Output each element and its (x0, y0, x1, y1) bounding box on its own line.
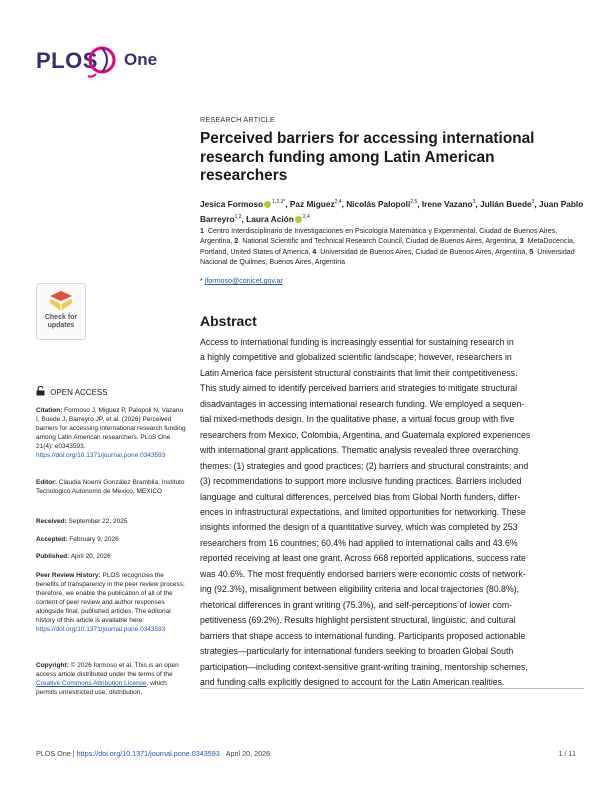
abstract-line: participation—including context-sensitive grant-writing training, mentorship schemes, (200, 661, 528, 672)
abstract-line: themes: (1) strategies and good practices; (2) barriers and structural constraints; and (200, 460, 529, 471)
page-number: 1 / 11 (558, 749, 576, 758)
check-for-updates-badge[interactable] (36, 283, 86, 340)
check-for-updates-label: Check for updates (44, 314, 78, 329)
license-link[interactable]: Creative Commons Attribution License (36, 680, 147, 687)
affiliation: National Scientific and Technical Research Council, Ciudad de Buenos Aires, Argentina, (242, 237, 518, 246)
abstract-line: Latin America face persistent structural constraints that limit their competitiveness. (200, 367, 518, 378)
corresponding-mark: * (283, 199, 286, 205)
abstract-lines (200, 335, 584, 690)
editor-block: Editor: Claudia Noemi González Brambila, Instituto Tecnologico Autonomo de Mexico, MEXICO (36, 479, 185, 495)
orcid-icon[interactable] (295, 216, 302, 223)
abstract-line: insights informed the design of a quantitative survey, which was completed by 253 (200, 522, 518, 533)
article-title: Perceived barriers for accessing international research funding among Latin American researchers (200, 130, 535, 184)
orcid-icon[interactable] (264, 201, 271, 208)
affiliation: Centro Interdisciplinario de Investigaciones en Psicología Matemática y Experimental, Ciudad de Buenos Aires, Argentina, (200, 227, 558, 246)
footnote-rule (200, 688, 584, 689)
abstract-line: tial mixed-methods design. In the qualitative phase, a virtual focus group with five (200, 414, 515, 425)
author: Laura Ación (246, 214, 294, 224)
author: Jesica Formoso (200, 199, 264, 209)
plos-swirl-icon (82, 40, 122, 80)
author: Irene Vazano (421, 199, 473, 209)
abstract-line: disadvantages in accessing international research funding. We employed a sequen- (200, 398, 525, 409)
crossmark-icon (48, 290, 74, 312)
abstract-line: with international grant applications. Thematic analysis revealed three overarching (200, 445, 518, 456)
author-affil-sup: 3 (531, 199, 535, 205)
corresponding-email: * jformoso@conicet.gov.ar (200, 277, 283, 285)
author-affil-sup: 2,4 (302, 214, 310, 220)
author-affil-sup: 2,5 (410, 199, 418, 205)
author: Paz Miguez (289, 199, 335, 209)
peer-review-link[interactable]: https://doi.org/10.1371/journal.pone.0343593 (36, 626, 166, 633)
page-footer (36, 749, 576, 758)
abstract-line: rhetorical differences in grant writing (75.3%), and self-perceptions of lower com- (200, 599, 513, 610)
abstract-line: researchers from 16 countries; 60.4% had applied to international calls and 43.6% (200, 537, 518, 548)
footer-date: April 20, 2026 (225, 749, 271, 758)
abstract-line: researchers from Mexico, Colombia, Argentina, and Guatemala explored experiences (200, 429, 531, 440)
author-affil-sup: 3 (472, 199, 476, 205)
affiliations: 1 Centro Interdisciplinario de Investigaciones en Psicología Matemática y Experimental, Ciudad de Buenos Aires, Argentina, 2 National Scientific and Technical Research Council, Ciudad de Buenos Aires, Argentina, 3 MetaDocencia, Portland, United States of America, 4 Universidad de Buenos Aires, Ciudad de Buenos Aires, Argentina, 5 Universidad Nacional de Quilmes, Buenos Aires, Argentina (200, 227, 575, 266)
accepted-date: Accepted: February 9, 2026 (36, 536, 119, 543)
author: Juan Pablo Barreyro (200, 199, 584, 224)
abstract-body (200, 335, 584, 690)
email-link[interactable]: jformoso@conicet.gov.ar (204, 277, 283, 285)
abstract-line: reported receiving at least one grant. Across 668 reported applications, success rate (200, 553, 526, 564)
received-date: Received: September 22, 2025 (36, 518, 128, 525)
footer-separator: | (72, 749, 75, 758)
abstract-line: Access to international funding is increasingly essential for sustaining research in (200, 337, 514, 347)
logo-product: One (124, 50, 158, 69)
footer-journal: PLOS One (36, 749, 71, 758)
affiliation: Universidad de Buenos Aires, Ciudad de Buenos Aires, Argentina, (320, 247, 528, 256)
author: Julián Buede (480, 199, 532, 209)
abstract-line: ences in infrastructural expectations, and limited opportunities for networking. These (200, 506, 526, 517)
open-access-label: OPEN ACCESS (36, 386, 108, 397)
abstract-heading: Abstract (200, 313, 257, 329)
abstract-line: strategies—particularly for international funders seeking to broaden Global South (200, 646, 514, 657)
article-type: RESEARCH ARTICLE (200, 115, 275, 124)
published-date: Published: April 20, 2026 (36, 553, 111, 560)
citation-doi-link[interactable]: https://doi.org/10.1371/journal.pone.0343593 (36, 452, 166, 459)
affiliation: Universidad Nacional de Quilmes, Buenos Aires, Argentina (200, 247, 575, 266)
abstract-line: (3) recommendations to support more inclusive funding practices. Barriers included (200, 476, 522, 487)
copyright-block: Copyright: © 2026 formoso et al. This is an open access article distributed under the terms of the Creative Commons Attribution License, which permits unrestricted use, distribution, (36, 662, 179, 696)
abstract-line: This study aimed to identify perceived barriers and strategies to mitigate structural (200, 383, 518, 394)
author-affil-sup: 1,2,3 (272, 199, 284, 205)
affiliation: MetaDocencia, Portland, United States of America, (200, 237, 575, 256)
abstract-line: a highly competitive and globalized scientific landscape; however, researchers in (200, 352, 512, 363)
author-affil-sup: 2,4 (334, 199, 342, 205)
abstract-line: ing (92.3%), misalignment between eligibility criteria and local trajectories (80.8%), (200, 584, 520, 595)
citation-block: Citation: Formoso J, Miguez P, Palopoli N, Vazano I, Buede J, Barreyro JP, et al. (2026) Perceived barriers for accessing international research funding among Latin American researchers. PLoS One 21(4): e0343593. https://doi.org/10.1371/journal.pone.0343593 (36, 407, 186, 459)
plos-one-logo[interactable] (36, 40, 166, 82)
logo-wordmark: PLOS (36, 48, 98, 73)
abstract-line: was 40.6%. The most frequently endorsed barriers were economic costs of network- (200, 568, 526, 579)
author-list: Jesica Formoso $^{1,2,3*}$, Paz Miguez$^{2,4}$, Nicolás Palopoli$^{2,5}$, Irene Vazano$^3$, Julián Buede$^3$, Juan Pablo Barreyro$^{1,2}$, Laura Ación $^{2,4}$ (200, 199, 584, 224)
abstract-line: petitiveness (69.2%). Results highlight persistent structural, linguistic, and cultural (200, 615, 516, 626)
abstract-line: language and cultural differences, perceived bias from Global North funders, differ- (200, 491, 521, 502)
abstract-line: and funding calls explicitly designed to account for the Latin American realities. (200, 676, 505, 687)
author-affil-sup: 1,2 (234, 214, 242, 220)
author: Nicolás Palopoli (346, 199, 411, 209)
open-lock-icon (36, 386, 45, 396)
footer-doi-link[interactable]: https://doi.org/10.1371/journal.pone.0343593 (76, 749, 220, 758)
peer-review-block: Peer Review History: PLOS recognizes the benefits of transparency in the peer review process; therefore, we enable the publication of all of the content of peer review and author responses alongside final, published articles. The editorial history of this article is available here: https://doi.org/10.1371/journal.pone.0343593 (36, 572, 185, 633)
abstract-line: barriers that shape access to international funding. Participants proposed actionable (200, 630, 526, 641)
